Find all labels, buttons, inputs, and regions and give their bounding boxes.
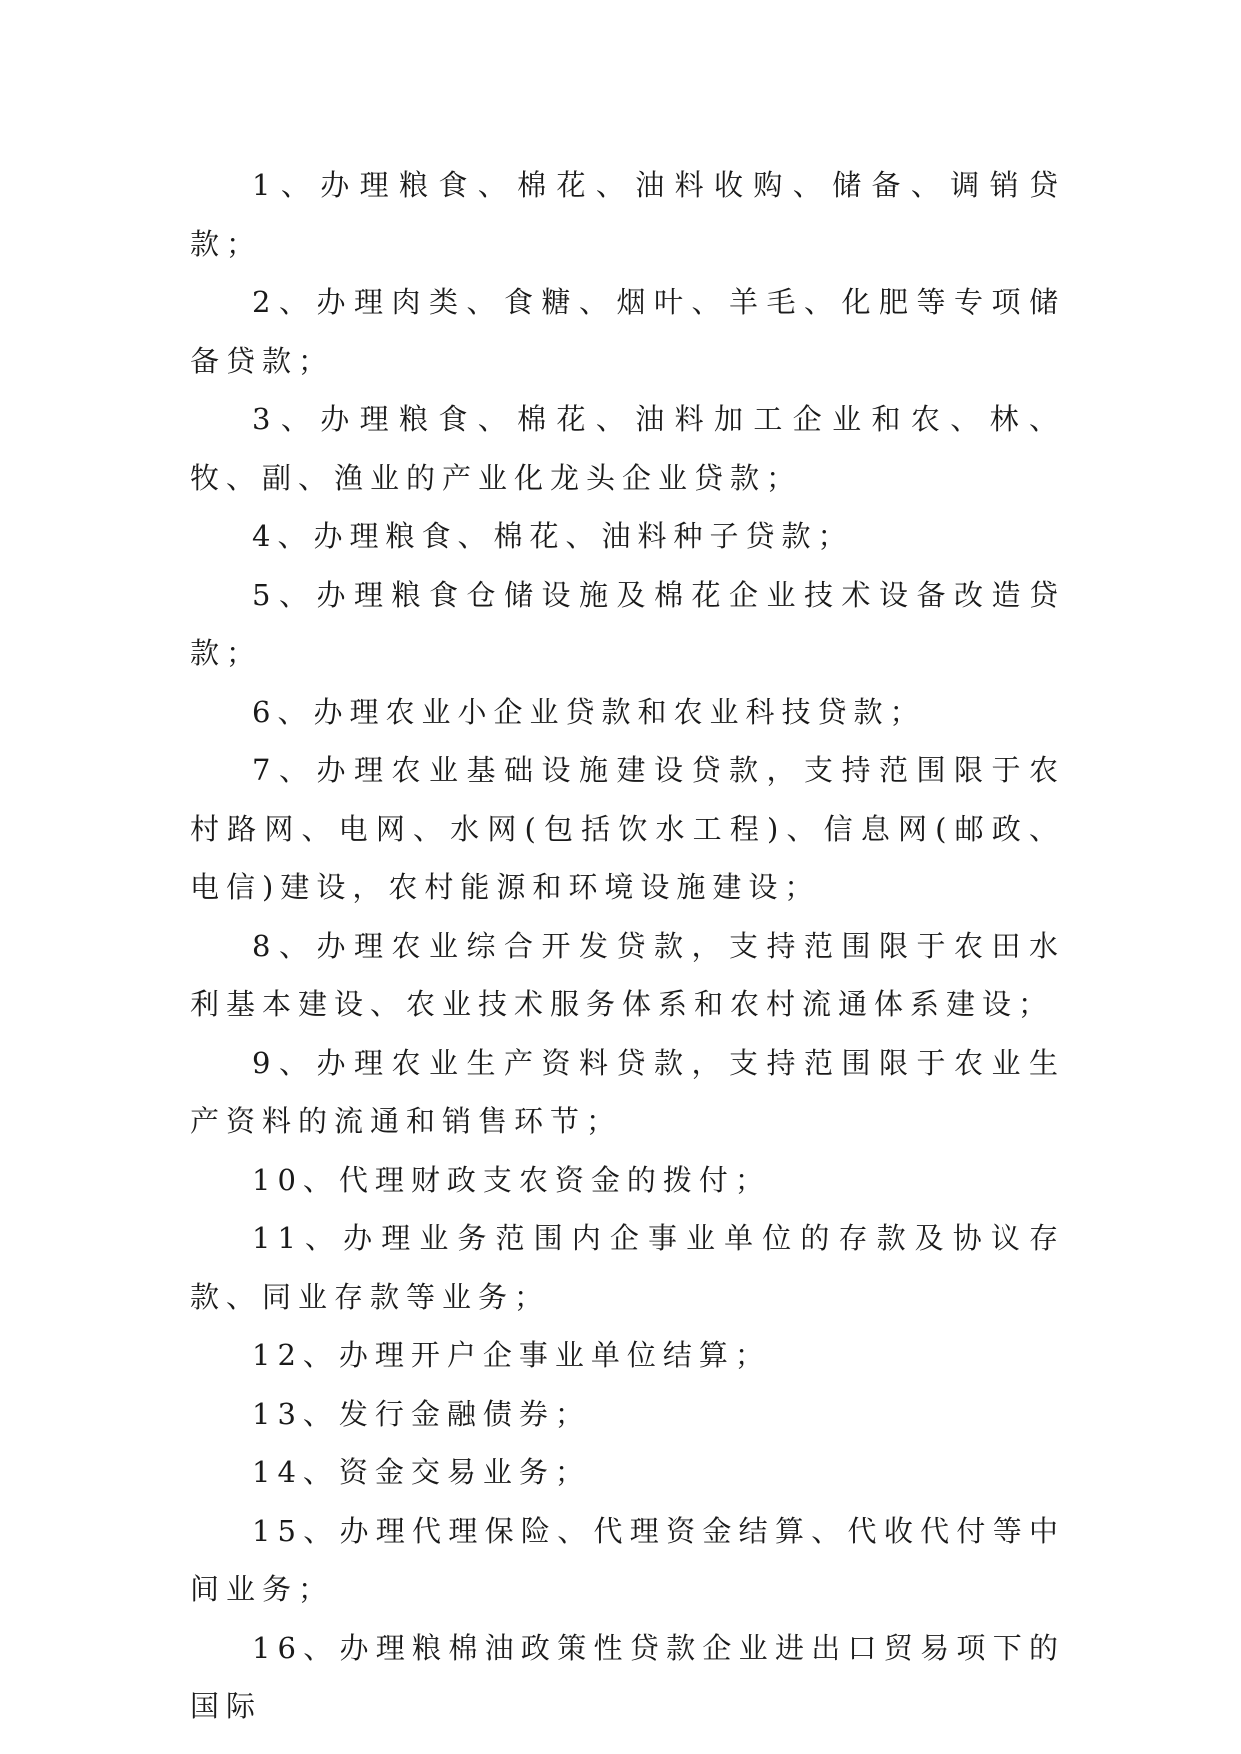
list-item-12: 12、办理开户企事业单位结算； xyxy=(252,1338,771,1372)
document-body xyxy=(190,156,1065,1736)
list-item-7: 7、办理农业基础设施建设贷款，支持范围限于农村路网、电网、水网(包括饮水工程)、信息网(邮政、电信)建设，农村能源和环境设施建设； xyxy=(190,753,1065,904)
list-item-1: 1、办理粮食、棉花、油料收购、储备、调销贷款； xyxy=(190,168,1065,261)
list-item-2: 2、办理肉类、食糖、烟叶、羊毛、化肥等专项储备贷款； xyxy=(190,285,1065,378)
list-item-16: 16、办理粮棉油政策性贷款企业进出口贸易项下的国际 xyxy=(190,1630,1065,1723)
list-item-11: 11、办理业务范围内企事业单位的存款及协议存款、同业存款等业务； xyxy=(190,1221,1065,1314)
list-item-13: 13、发行金融债券； xyxy=(252,1396,591,1431)
list-item-14: 14、资金交易业务； xyxy=(252,1455,591,1489)
list-item-8: 8、办理农业综合开发贷款，支持范围限于农田水利基本建设、农业技术服务体系和农村流通体系建设； xyxy=(190,928,1065,1021)
list-item-10: 10、代理财政支农资金的拨付； xyxy=(252,1162,771,1197)
list-item-4: 4、办理粮食、棉花、油料种子贷款； xyxy=(252,519,854,553)
list-item-3: 3、办理粮食、棉花、油料加工企业和农、林、牧、副、渔业的产业化龙头企业贷款； xyxy=(190,402,1065,495)
list-item-6: 6、办理农业小企业贷款和农业科技贷款； xyxy=(252,694,926,729)
list-item-15: 15、办理代理保险、代理资金结算、代收代付等中间业务； xyxy=(190,1513,1065,1606)
list-item-9: 9、办理农业生产资料贷款，支持范围限于农业生产资料的流通和销售环节； xyxy=(190,1045,1065,1138)
list-item-5: 5、办理粮食仓储设施及棉花企业技术设备改造贷款； xyxy=(190,577,1065,670)
